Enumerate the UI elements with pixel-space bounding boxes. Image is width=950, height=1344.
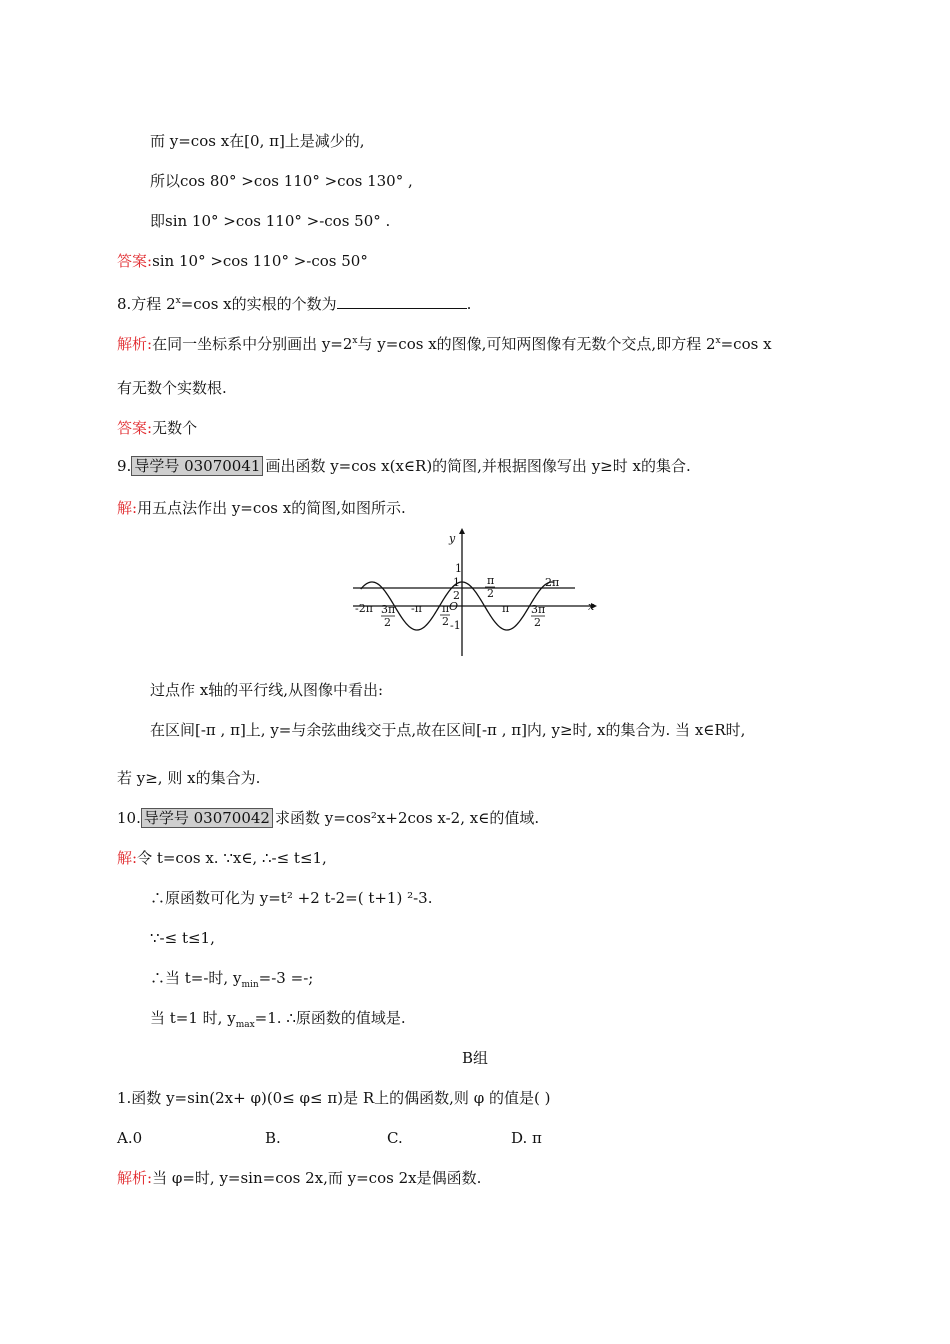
- answer-text: sin 10° >cos 110° >-cos 50°: [152, 252, 368, 270]
- solution-label: 解:: [117, 849, 138, 867]
- group-b-title: B组: [461, 1049, 489, 1067]
- text-line: [150, 171, 413, 191]
- tick-half-pi-num: π: [487, 574, 495, 587]
- text-line: [150, 680, 383, 700]
- tick-neg-two-pi: -2π: [355, 602, 373, 615]
- tick-pi: π: [502, 602, 510, 615]
- analysis-cont: 有无数个实数根.: [117, 379, 227, 397]
- subscript-max: max: [235, 1020, 255, 1030]
- analysis-text3: =cos x: [720, 335, 772, 353]
- guide-number-badge[interactable]: 导学号 03070042: [141, 808, 273, 828]
- origin-label: O: [449, 600, 459, 613]
- line-text: =-3 =-;: [258, 969, 314, 987]
- tick-neg-three-pi-num: 3π: [381, 603, 396, 616]
- text-line: [150, 720, 745, 740]
- tick-neg-three-pi-den: 2: [384, 616, 391, 629]
- q8-end: .: [466, 295, 472, 313]
- y-axis-label: y: [449, 532, 456, 545]
- tick-neg-half-pi-num: π: [442, 602, 450, 615]
- tick-neg-pi: -π: [411, 602, 422, 615]
- question-9: [117, 456, 691, 476]
- q10-text: 求函数 y=cos²x+2cos x-2, x∈的值域.: [274, 809, 540, 827]
- q10-number: 10.: [117, 809, 141, 827]
- tick-three-pi-den: 2: [534, 616, 541, 629]
- answer-line: [117, 251, 368, 271]
- tick-half-pi-den: 2: [487, 587, 494, 600]
- solution-9: [117, 498, 406, 518]
- tick-label-1: 1: [455, 562, 462, 575]
- tick-two-pi: 2π: [545, 576, 560, 589]
- subscript-min: min: [241, 980, 259, 990]
- analysis-8: [117, 331, 772, 354]
- analysis-b1: [117, 1168, 481, 1188]
- text-line: [117, 768, 260, 788]
- solution-text: 令 t=cos x. ∵x∈, ∴-≤ t≤1,: [137, 849, 327, 867]
- analysis-sup: x: [352, 336, 358, 346]
- line-text: 所以cos 80° >cos 110° >cos 130° ,: [150, 172, 413, 190]
- solution-10: [117, 848, 327, 868]
- analysis-label: 解析:: [117, 335, 153, 353]
- option-d[interactable]: D. π: [511, 1129, 542, 1147]
- text-line: [150, 928, 215, 948]
- cosine-graph: [345, 528, 605, 660]
- q9-number: 9.: [117, 457, 132, 475]
- solution-text: 用五点法作出 y=cos x的简图,如图所示.: [137, 499, 406, 517]
- q8-prefix: 8.方程 2: [117, 295, 176, 313]
- question-8: [117, 291, 471, 314]
- x-axis-label: x: [588, 600, 595, 613]
- question-10: [117, 808, 539, 828]
- text-line: [150, 1008, 406, 1035]
- option-b[interactable]: B.: [265, 1129, 281, 1147]
- analysis-sup2: x: [715, 336, 721, 346]
- solution-label: 解:: [117, 499, 138, 517]
- analysis-text2: 与 y=cos x的图像,可知两图像有无数个交点,即方程 2: [357, 335, 716, 353]
- line-text: =1. ∴原函数的值域是.: [254, 1009, 406, 1027]
- tick-half-den: 2: [453, 589, 460, 602]
- q8-mid: =cos x的实根的个数为: [180, 295, 337, 313]
- answer-label: 答案:: [117, 252, 153, 270]
- guide-number-badge[interactable]: 导学号 03070041: [131, 456, 263, 476]
- tick-neg-half-pi-den: 2: [442, 615, 449, 628]
- answer-label: 答案:: [117, 419, 153, 437]
- line-text: 过点作 x轴的平行线,从图像中看出:: [150, 681, 384, 699]
- b1-text: 1.函数 y=sin(2x+ φ)(0≤ φ≤ π)是 R上的偶函数,则 φ 的值是( ): [117, 1089, 551, 1107]
- answer-8: [117, 418, 197, 438]
- line-text: ∵-≤ t≤1,: [150, 929, 215, 947]
- text-line: [150, 968, 313, 995]
- text-line: [150, 888, 432, 908]
- tick-three-pi-num: 3π: [531, 603, 546, 616]
- line-text: ∴当 t=-时, y: [150, 969, 242, 987]
- line-text: 当 t=1 时, y: [150, 1009, 236, 1027]
- options-row: [117, 1128, 542, 1148]
- line-text: 在区间[-π , π]上, y=与余弦曲线交于点,故在区间[-π , π]内, y≥时, x的集合为. 当 x∈R时,: [150, 721, 746, 739]
- analysis-text: 在同一坐标系中分别画出 y=2: [152, 335, 353, 353]
- answer-text: 无数个: [152, 419, 198, 437]
- q9-text: 画出函数 y=cos x(x∈R)的简图,并根据图像写出 y≥时 x的集合.: [265, 457, 691, 475]
- line-text: 即sin 10° >cos 110° >-cos 50° .: [150, 212, 391, 230]
- tick-label-neg1: -1: [450, 619, 461, 632]
- tick-half-num: 1: [453, 576, 460, 589]
- text-line: [150, 211, 390, 231]
- section-heading: [0, 1048, 950, 1068]
- q8-sup: x: [175, 296, 181, 306]
- line-text: 若 y≥, 则 x的集合为.: [117, 769, 261, 787]
- answer-blank[interactable]: [337, 294, 467, 309]
- analysis-label: 解析:: [117, 1169, 153, 1187]
- question-b1: [117, 1088, 550, 1108]
- line-text: ∴原函数可化为 y=t² +2 t-2=( t+1) ²-3.: [150, 889, 433, 907]
- text-line: [150, 131, 365, 151]
- option-a[interactable]: A.0: [117, 1129, 143, 1147]
- analysis-text: 当 φ=时, y=sin=cos 2x,而 y=cos 2x是偶函数.: [152, 1169, 482, 1187]
- line-text: 而 y=cos x在[0, π]上是减少的,: [150, 132, 365, 150]
- y-arrow-icon: [459, 528, 465, 534]
- option-c[interactable]: C.: [387, 1129, 403, 1147]
- analysis-8-cont: [117, 378, 227, 398]
